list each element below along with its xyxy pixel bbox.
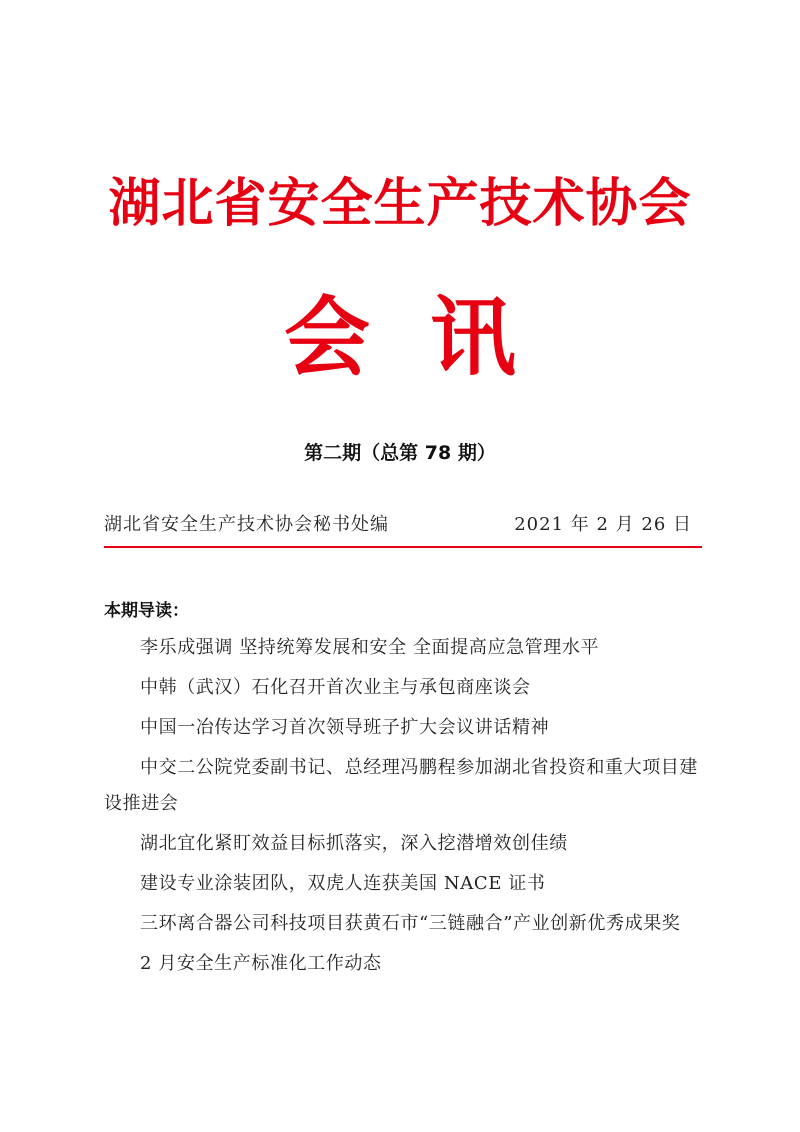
contents-item: 2 月安全生产标准化工作动态 (140, 953, 382, 974)
contents-item: 李乐成强调 坚持统筹发展和安全 全面提高应急管理水平 (140, 637, 600, 658)
organization-title: 湖北省安全生产技术协会 (108, 173, 692, 234)
contents-item: 建设专业涂装团队，双虎人连获美国 NACE 证书 (140, 873, 546, 894)
contents-list (104, 630, 704, 986)
editor-line (104, 508, 698, 542)
contents-item: 中国一冶传达学习首次领导班子扩大会议讲话精神 (140, 717, 550, 738)
contents-item: 中交二公院党委副书记、总经理冯鹏程参加湖北省投资和重大项目建设推进会 (104, 757, 698, 814)
publish-date: 2021 年 2 月 26 日 (514, 514, 692, 535)
contents-heading: 本期导读： (104, 601, 189, 621)
red-divider (104, 546, 702, 548)
publication-title: 会讯 (284, 287, 576, 388)
contents-item: 湖北宜化紧盯效益目标抓落实，深入挖潜增效创佳绩 (140, 833, 568, 854)
editor-name: 湖北省安全生产技术协会秘书处编 (104, 514, 389, 535)
contents-item: 中韩（武汉）石化召开首次业主与承包商座谈会 (140, 677, 531, 698)
contents-item: 三环离合器公司科技项目获黄石市“三链融合”产业创新优秀成果奖 (140, 913, 681, 934)
issue-number: 第二期（总第 78 期） (304, 442, 496, 464)
